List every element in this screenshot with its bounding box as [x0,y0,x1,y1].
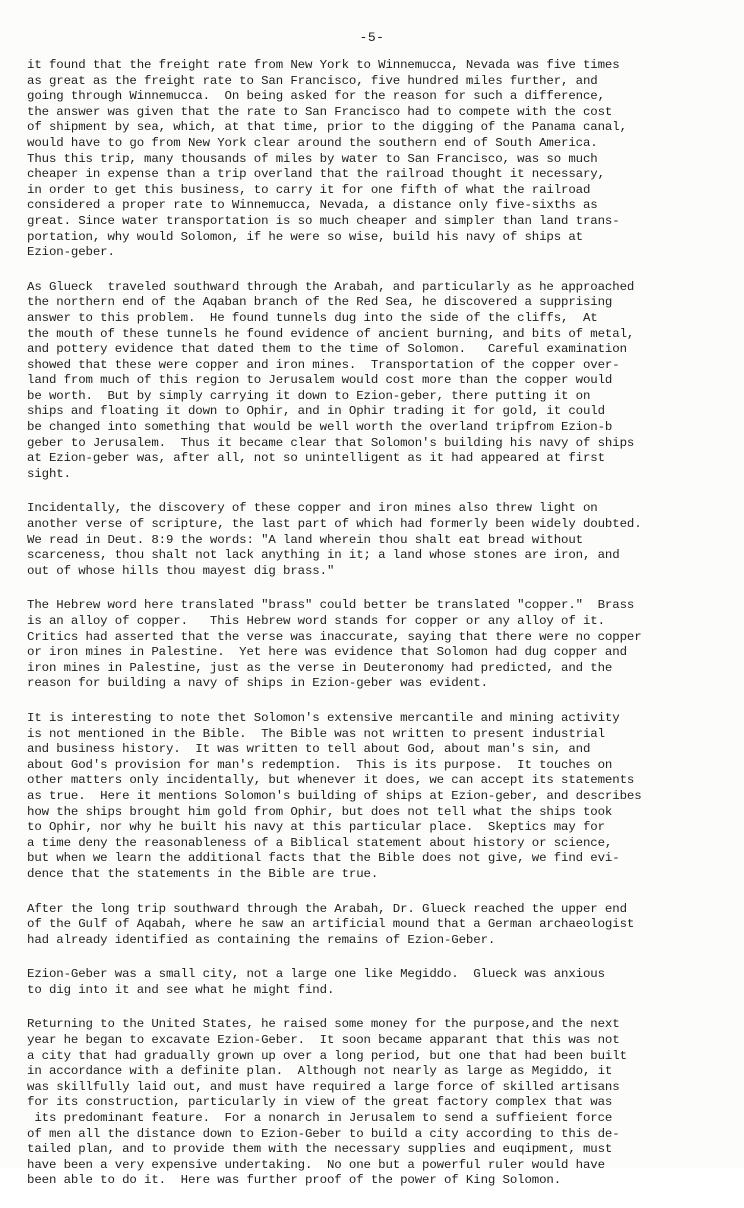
text-line: as great as the freight rate to San Francisco, five hundred miles further, and [27,73,598,88]
text-line: iron mines in Palestine, just as the verse in Deuteronomy had predicted, and the [27,660,613,675]
text-line: We read in Deut. 8:9 the words: "A land wherein thou shalt eat bread without [27,532,583,547]
text-line: in order to get this business, to carry it for one fifth of what the railroad [27,182,591,197]
paragraph [27,280,727,483]
text-line: other matters only incidentally, but whenever it does, we can accept its statements [27,773,635,788]
text-line: out of whose hills thou mayest dig brass." [27,563,335,578]
text-line: how the ships brought him gold from Ophir, but does not tell what the ships took [27,804,613,819]
text-line: It is interesting to note thet Solomon's extensive mercantile and mining activity [27,710,620,725]
text-line: been able to do it. Here was further proof of the power of King Solomon. [27,1173,562,1188]
text-line: of shipment by sea, which, at that time, prior to the digging of the Panama canal, [27,120,627,135]
text-line: is not mentioned in the Bible. The Bible was not written to present industrial [27,726,605,741]
text-line: land from much of this region to Jerusalem would cost more than the copper would [27,373,613,388]
text-line: Thus this trip, many thousands of miles by water to San Francisco, was so much [27,151,598,166]
text-line: is an alloy of copper. This Hebrew word stands for copper or any alloy of it. [27,614,605,628]
text-line: Ezion-geber. [27,245,115,260]
paragraph [27,501,727,579]
text-line: the mouth of these tunnels he found evidence of ancient burning, and bits of metal, [27,326,635,341]
text-line: was skillfully laid out, and must have required a large force of skilled artisans [27,1079,620,1094]
page-number: -5- [359,30,385,45]
text-line: be changed into something that would be well worth the overland tripfrom Ezion-b [27,420,613,435]
text-line: year he began to excavate Ezion-Geber. It soon became apparant that this was not [27,1033,620,1048]
text-line: and business history. It was written to tell about God, about man's sin, and [27,742,591,757]
text-line: to Ophir, nor why he built his navy at this particular place. Skeptics may for [27,820,605,835]
text-line: be worth. But by simply carrying it down to Ezion-geber, there putting it on [27,388,591,403]
text-line: As Glueck traveled southward through the Arabah, and particularly as he approached [27,279,635,294]
text-line: portation, why would Solomon, if he were so wise, build his navy of ships at [27,229,583,244]
text-line: ships and floating it down to Ophir, and in Ophir trading it for gold, it could [27,404,605,419]
paragraph [27,902,727,949]
paragraph [27,58,727,261]
text-line: geber to Jerusalem. Thus it became clear that Solomon's building his navy of ships [27,435,635,450]
text-line: its predominant feature. For a nonarch in Jerusalem to send a suffieient force [27,1111,613,1126]
body-text [27,58,727,1208]
text-line: reason for building a navy of ships in Ezion-geber was evident. [27,676,488,691]
text-line: in accordance with a definite plan. Although not nearly as large as Megiddo, it [27,1064,613,1079]
text-line: had already identified as containing the remains of Ezion-Geber. [27,932,496,947]
text-line: have been a very expensive undertaking. No one but a powerful ruler would have [27,1157,605,1172]
text-line: answer to this problem. He found tunnels dug into the side of the cliffs, At [27,310,598,325]
text-line: for its construction, particularly in view of the great factory complex that was [27,1095,613,1110]
text-line: a time deny the reasonableness of a Biblical statement about history or science, [27,835,613,850]
text-line: a city that had gradually grown up over a long period, but one that had been built [27,1048,627,1063]
text-line: Ezion-Geber was a small city, not a large one like Megiddo. Glueck was anxious [27,967,605,982]
text-line: After the long trip southward through the Arabah, Dr. Glueck reached the upper end [27,901,627,916]
text-line: showed that these were copper and iron mines. Transportation of the copper over- [27,357,620,372]
text-line: the answer was given that the rate to San Francisco had to compete with the cost [27,104,613,119]
text-line: going through Winnemucca. On being asked for the reason for such a difference, [27,89,605,104]
text-line: of the Gulf of Aqabah, where he saw an artificial mound that a German archaeologist [27,917,635,932]
text-line: would have to go from New York clear around the southern end of South America. [27,135,598,150]
text-line: considered a proper rate to Winnemucca, Nevada, a distance only five-sixths as [27,198,598,213]
text-line: The Hebrew word here translated "brass" could better be translated "copper." Brass [27,598,635,613]
text-line: Incidentally, the discovery of these copper and iron mines also threw light on [27,501,598,516]
text-line: and pottery evidence that dated them to the time of Solomon. Careful examination [27,342,627,357]
text-line: Critics had asserted that the verse was inaccurate, saying that there were no copper [27,629,642,644]
text-line: to dig into it and see what he might find. [27,982,335,997]
text-line: of men all the distance down to Ezion-Geber to build a city according to this de- [27,1126,620,1141]
text-line: about God's provision for man's redemption. This is its purpose. It touches on [27,757,613,772]
text-line: great. Since water transportation is so much cheaper and simpler than land trans- [27,213,620,228]
text-line: Returning to the United States, he raised some money for the purpose,and the next [27,1017,620,1032]
paragraph [27,1017,727,1189]
text-line: it found that the freight rate from New York to Winnemucca, Nevada was five times [27,58,620,72]
text-line: as true. Here it mentions Solomon's building of ships at Ezion-geber, and describes [27,788,642,803]
text-line: cheaper in expense than a trip overland that the railroad thought it necessary, [27,167,605,182]
text-line: the northern end of the Aqaban branch of the Red Sea, he discovered a supprising [27,295,613,310]
paragraph [27,711,727,883]
text-line: sight. [27,466,71,481]
text-line: another verse of scripture, the last part of which had formerly been widely doubted. [27,517,642,532]
paragraph [27,598,727,692]
text-line: scarceness, thou shalt not lack anything in it; a land whose stones are iron, and [27,548,620,563]
text-line: or iron mines in Palestine. Yet here was evidence that Solomon had dug copper and [27,645,627,660]
text-line: at Ezion-geber was, after all, not so unintelligent as it had appeared at first [27,451,605,466]
text-line: but when we learn the additional facts that the Bible does not give, we find evi- [27,851,620,866]
paragraph [27,967,727,998]
text-line: dence that the statements in the Bible are true. [27,866,379,881]
text-line: tailed plan, and to provide them with the necessary supplies and euqipment, must [27,1142,613,1157]
